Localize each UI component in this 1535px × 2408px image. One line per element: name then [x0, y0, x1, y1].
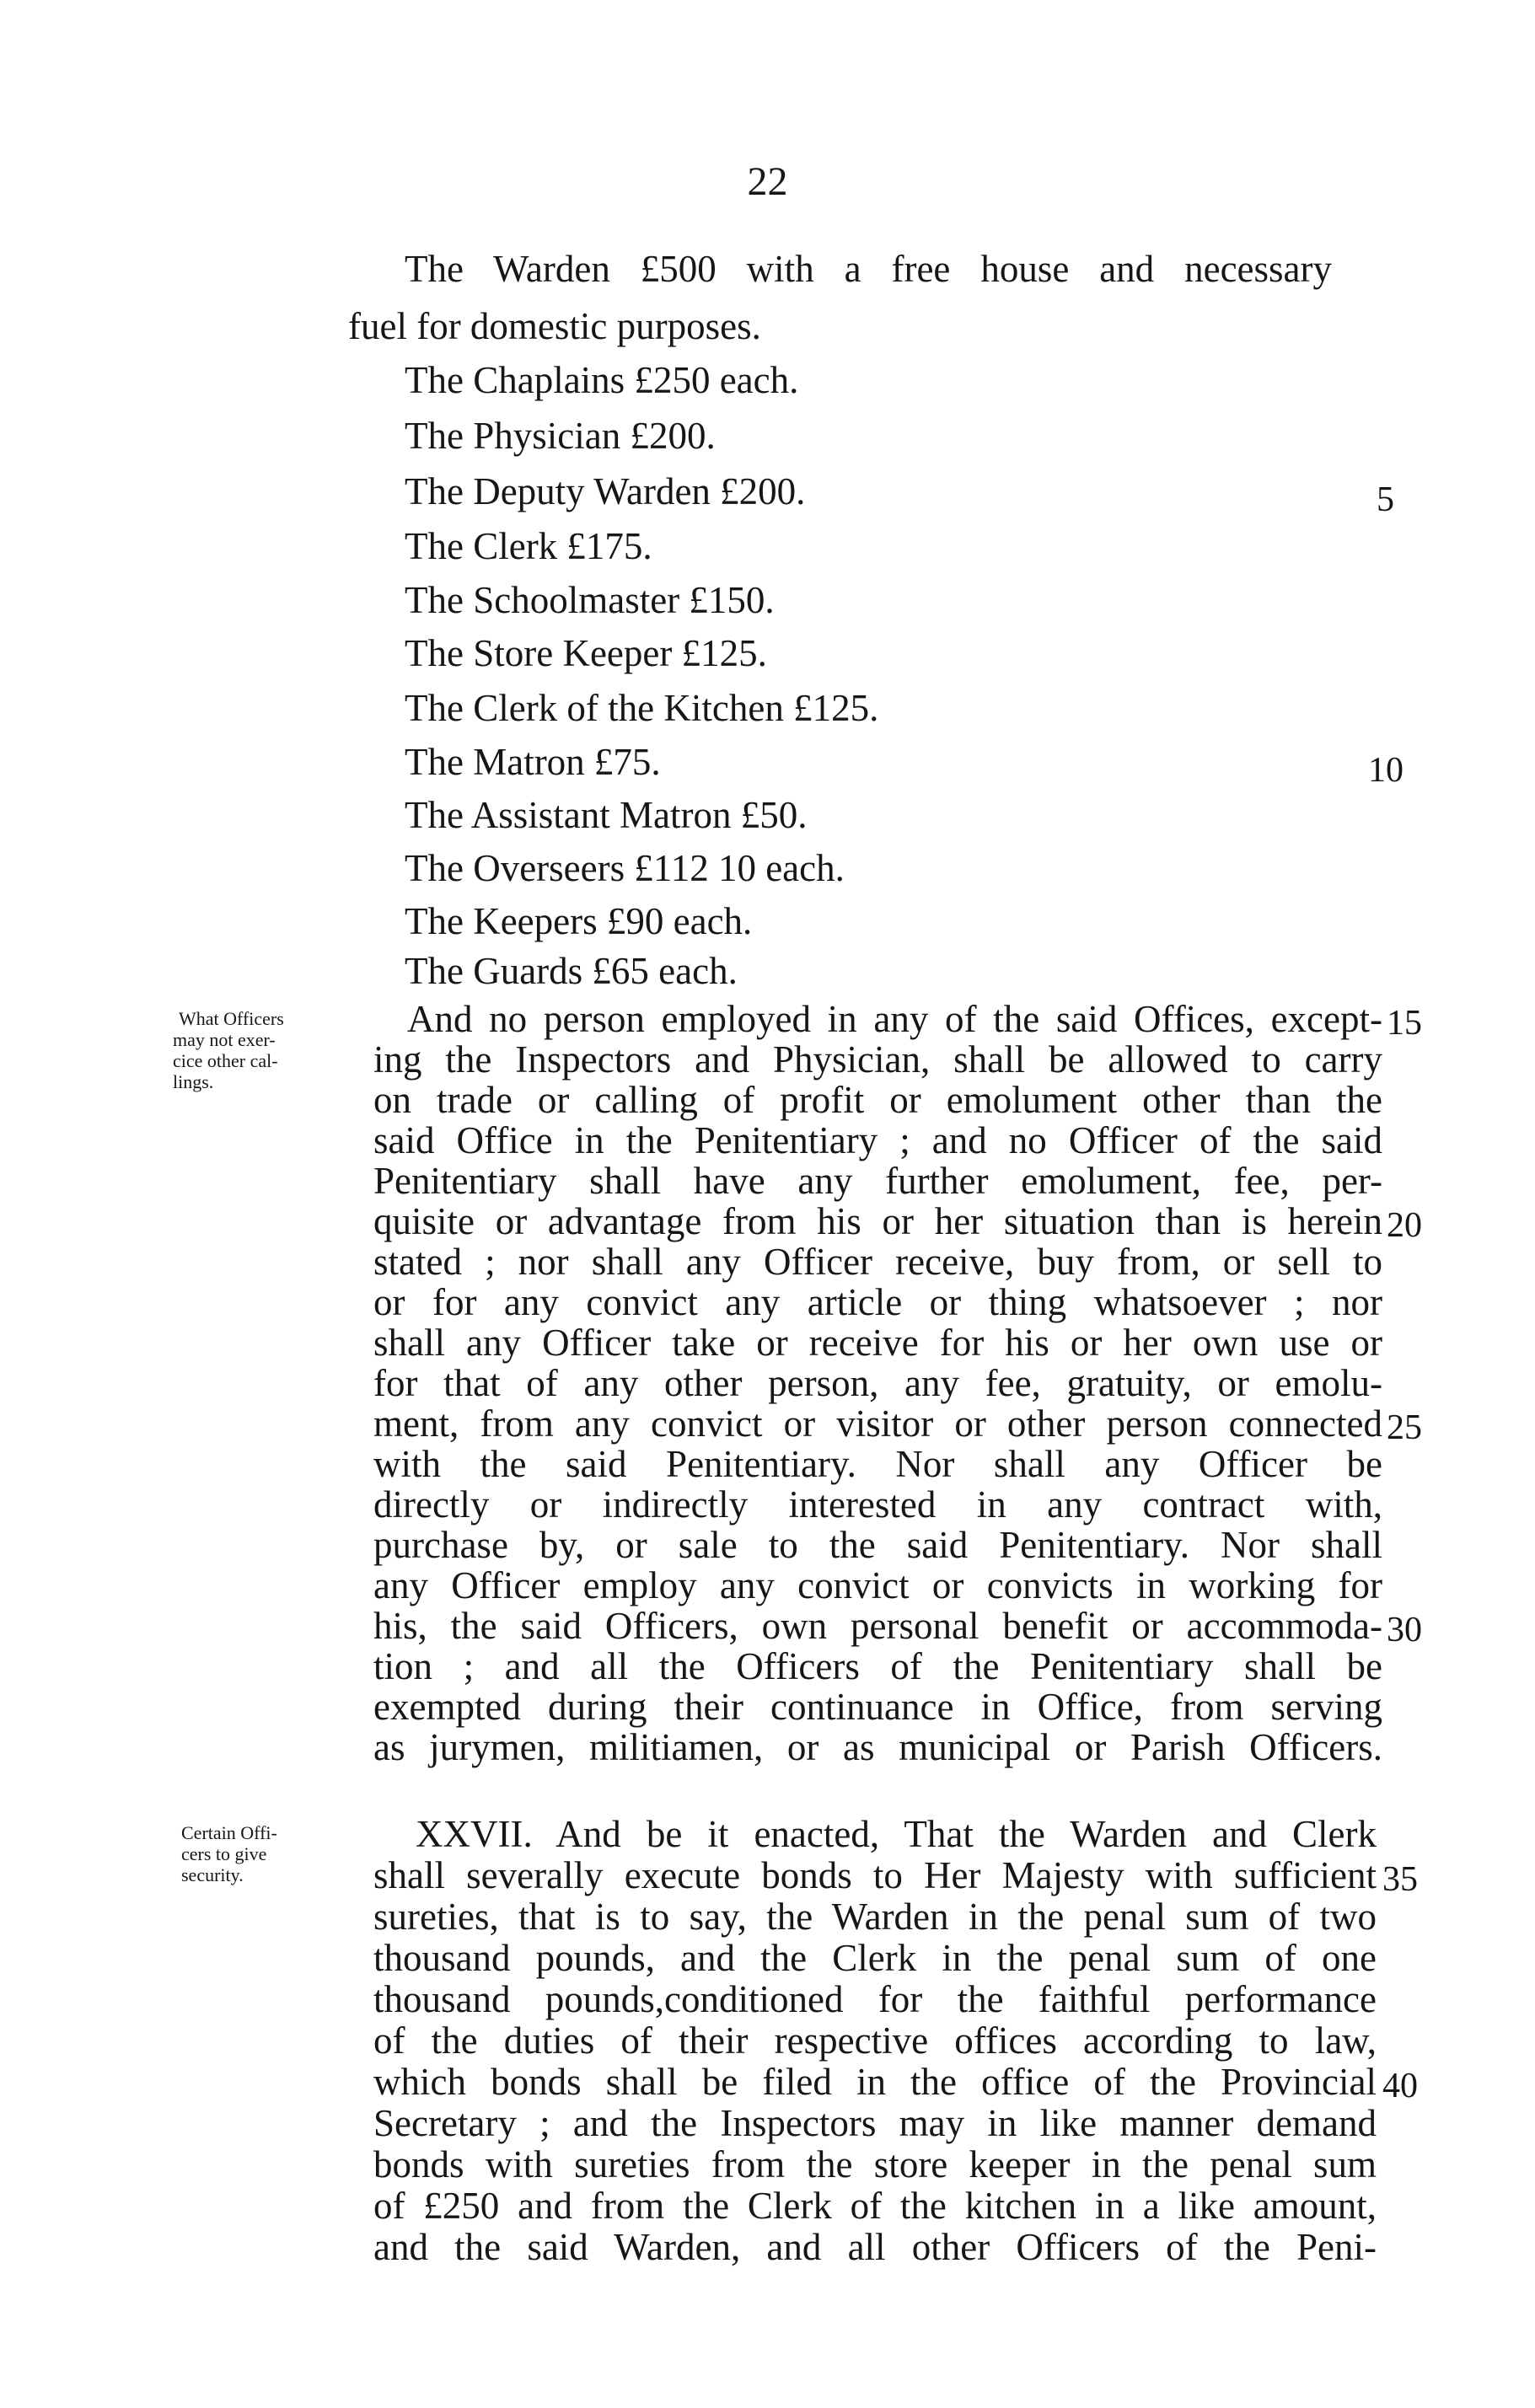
salary-guards: The Guards £65 each. — [405, 950, 738, 992]
salary-keepers: The Keepers £90 each. — [405, 900, 753, 942]
body-line: quisite or advantage from his or her situation than is herein — [373, 1200, 1382, 1242]
body-line: ment, from any convict or visitor or other person connected — [373, 1402, 1382, 1445]
body-line: as jurymen, militiamen, or as municipal or Parish Officers. — [373, 1726, 1382, 1768]
body-line: his, the said Officers, own personal benefit or accommoda- — [373, 1605, 1382, 1647]
body-line: XXVII. And be it enacted, That the Warden and Clerk — [416, 1813, 1377, 1855]
line-number: 25 — [1387, 1408, 1422, 1447]
body-line: sureties, that is to say, the Warden in the penal sum of two — [373, 1896, 1377, 1938]
line-number: 15 — [1387, 1004, 1422, 1043]
body-line: stated ; nor shall any Officer receive, buy from, or sell to — [373, 1241, 1382, 1283]
body-line: exempted during their continuance in Office, from serving — [373, 1686, 1382, 1728]
margin-note-line: What Officers — [179, 1008, 284, 1029]
line-number: 40 — [1382, 2067, 1418, 2105]
body-line: shall severally execute bonds to Her Majesty with sufficient — [373, 1854, 1377, 1896]
body-line: Penitentiary shall have any further emolument, fee, per- — [373, 1160, 1382, 1202]
body-line: Secretary ; and the Inspectors may in like manner demand — [373, 2102, 1377, 2144]
salary-clerk: The Clerk £175. — [405, 525, 652, 567]
salary-warden-continuation: fuel for domestic purposes. — [348, 305, 761, 347]
salary-overseers: The Overseers £112 10 each. — [405, 847, 845, 889]
salary-warden-line: The Warden £500 with a free house and necessary — [405, 248, 1332, 290]
margin-note-line: cice other cal- — [173, 1050, 278, 1071]
body-line: bonds with sureties from the store keeper in the penal sum — [373, 2143, 1377, 2185]
salary-assistant-matron: The Assistant Matron £50. — [405, 794, 808, 836]
body-line: thousand pounds, and the Clerk in the penal sum of one — [373, 1937, 1377, 1979]
line-number: 10 — [1368, 751, 1404, 790]
body-line: thousand pounds,conditioned for the faithful performance — [373, 1978, 1377, 2020]
line-number: 30 — [1387, 1611, 1422, 1649]
page-number: 22 — [747, 159, 788, 204]
body-line: purchase by, or sale to the said Penitentiary. Nor shall — [373, 1524, 1382, 1566]
body-line: or for any convict any article or thing whatsoever ; nor — [373, 1281, 1382, 1323]
line-number: 20 — [1387, 1206, 1422, 1245]
body-line: and the said Warden, and all other Officers of the Peni- — [373, 2226, 1377, 2268]
body-line: shall any Officer take or receive for his or her own use or — [373, 1322, 1382, 1364]
margin-note-line: Certain Offi- — [181, 1822, 277, 1843]
line-number: 35 — [1382, 1860, 1418, 1899]
margin-note-line: cers to give — [181, 1843, 267, 1864]
body-line: any Officer employ any convict or convicts in working for — [373, 1564, 1382, 1606]
body-line: with the said Penitentiary. Nor shall any Officer be — [373, 1443, 1382, 1485]
salary-deputy-warden: The Deputy Warden £200. — [405, 470, 806, 512]
salary-clerk-kitchen: The Clerk of the Kitchen £125. — [405, 687, 879, 729]
salary-physician: The Physician £200. — [405, 415, 716, 457]
body-line: tion ; and all the Officers of the Penitentiary shall be — [373, 1645, 1382, 1687]
body-line: ing the Inspectors and Physician, shall be allowed to carry — [373, 1038, 1382, 1081]
body-line: said Office in the Penitentiary ; and no Officer of the said — [373, 1119, 1382, 1161]
salary-matron: The Matron £75. — [405, 741, 661, 783]
body-line: of the duties of their respective offices according to law, — [373, 2019, 1377, 2062]
margin-note-line: security. — [181, 1864, 244, 1885]
salary-schoolmaster: The Schoolmaster £150. — [405, 579, 775, 621]
body-line: And no person employed in any of the said Offices, except- — [407, 998, 1382, 1040]
line-number: 5 — [1377, 480, 1394, 519]
body-line: of £250 and from the Clerk of the kitchen in a like amount, — [373, 2185, 1377, 2227]
body-line: for that of any other person, any fee, gratuity, or emolu- — [373, 1362, 1382, 1404]
body-line: directly or indirectly interested in any contract with, — [373, 1483, 1382, 1526]
body-line: which bonds shall be filed in the office of the Provincial — [373, 2061, 1377, 2103]
salary-chaplains: The Chaplains £250 each. — [405, 359, 799, 401]
salary-store-keeper: The Store Keeper £125. — [405, 632, 767, 674]
margin-note-line: lings. — [173, 1071, 214, 1092]
body-line: on trade or calling of profit or emolument other than the — [373, 1079, 1382, 1121]
margin-note-line: may not exer- — [173, 1029, 276, 1050]
